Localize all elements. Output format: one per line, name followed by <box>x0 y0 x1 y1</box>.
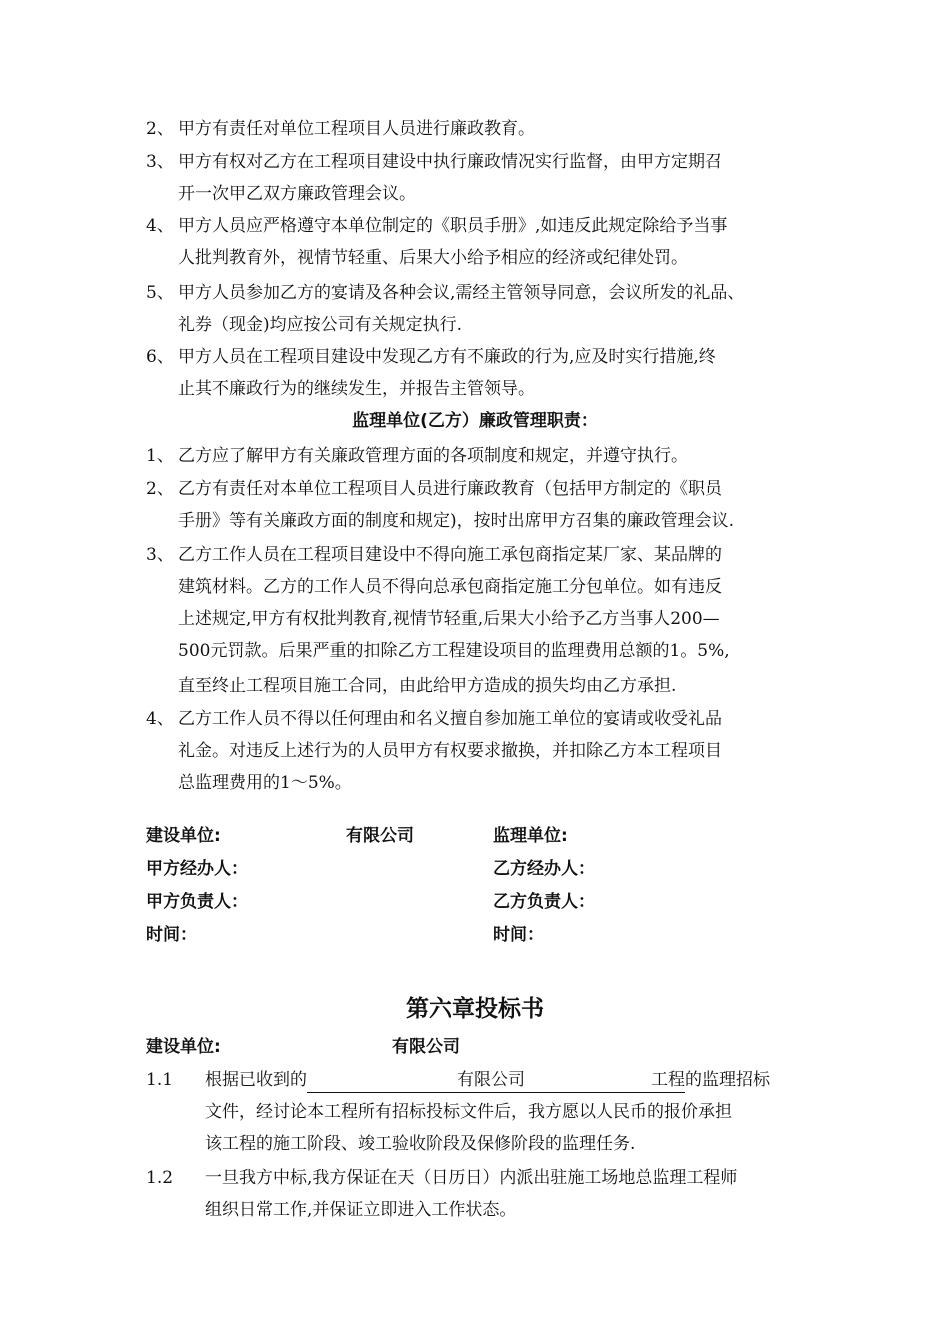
item-text: 甲方有权对乙方在工程项目建设中执行廉政情况实行监督，由甲方定期召 <box>178 152 722 172</box>
bid-unit-label: 建设单位: <box>146 1037 221 1057</box>
sign-label-party-a-principal: 甲方负责人： <box>146 892 248 912</box>
bid-text-pre: 根据已收到的 <box>205 1070 307 1090</box>
item-number: 3、 <box>146 152 174 172</box>
item-text: 乙方工作人员不得以任何理由和名义擅自参加施工单位的宴请或收受礼品 <box>178 709 722 729</box>
item-text: 止其不廉政行为的继续发生，并报告主管领导。 <box>178 379 535 399</box>
sign-label-party-a-handler: 甲方经办人： <box>146 859 248 879</box>
item-text: 手册》等有关廉政方面的制度和规定)，按时出席甲方召集的廉政管理会议. <box>178 511 735 531</box>
bid-company-name: 有限公司 <box>457 1070 525 1090</box>
sign-label-date-b: 时间： <box>493 925 544 945</box>
item-text: 乙方工作人员在工程项目建设中不得向施工承包商指定某厂家、某品牌的 <box>178 545 722 565</box>
item-text: 乙方有责任对本单位工程项目人员进行廉政教育（包括甲方制定的《职员 <box>178 479 722 499</box>
item-text: 甲方人员参加乙方的宴请及各种会议,需经主管领导同意，会议所发的礼品、 <box>178 283 745 303</box>
item-number: 4、 <box>146 216 174 236</box>
item-text: 人批判教育外，视情节轻重、后果大小给予相应的经济或纪律处罚。 <box>178 248 688 268</box>
item-text: 组织日常工作,并保证立即进入工作状态。 <box>205 1200 517 1220</box>
bid-text-post: 的监理招标 <box>685 1070 770 1090</box>
item-text: 一旦我方中标,我方保证在天（日历日）内派出驻施工场地总监理工程师 <box>205 1168 738 1188</box>
item-text: 甲方人员应严格遵守本单位制定的《职员手册》,如违反此规定除给予当事 <box>178 216 728 236</box>
chapter-title: 第六章投标书 <box>406 996 544 1022</box>
item-text: 总监理费用的1～5%。 <box>178 773 352 793</box>
sign-label-party-b-principal: 乙方负责人： <box>493 892 595 912</box>
item-text: 上述规定,甲方有权批判教育,视情节轻重,后果大小给予乙方当事人200— <box>178 609 720 629</box>
item-text: 甲方人员在工程项目建设中发现乙方有不廉政的行为,应及时实行措施,终 <box>178 347 716 367</box>
item-text <box>205 1068 770 1093</box>
item-text: 直至终止工程项目施工合同，由此给甲方造成的损失均由乙方承担. <box>178 676 677 696</box>
item-text: 建筑材料。乙方的工作人员不得向总承包商指定施工分包单位。如有违反 <box>178 577 722 597</box>
section-title: 监理单位(乙方）廉政管理职责： <box>352 411 598 431</box>
item-text: 该工程的施工阶段、竣工验收阶段及保修阶段的监理任务. <box>205 1134 636 1154</box>
sign-label-date-a: 时间： <box>146 925 197 945</box>
item-number: 1.2 <box>146 1168 174 1188</box>
item-text: 乙方应了解甲方有关廉政管理方面的各项制度和规定，并遵守执行。 <box>178 446 688 466</box>
sign-label-supervision-unit: 监理单位: <box>493 826 568 846</box>
item-text: 礼金。对违反上述行为的人员甲方有权要求撤换，并扣除乙方本工程项目 <box>178 741 722 761</box>
item-number: 4、 <box>146 709 174 729</box>
item-number: 1.1 <box>146 1070 174 1090</box>
item-number: 1、 <box>146 446 174 466</box>
sign-company-suffix: 有限公司 <box>346 826 414 846</box>
item-number: 6、 <box>146 347 174 367</box>
item-number: 2、 <box>146 479 174 499</box>
bid-project-word: 工程 <box>651 1070 685 1090</box>
item-text: 500元罚款。后果严重的扣除乙方工程建设项目的监理费用总额的1。5%, <box>178 641 730 661</box>
item-text: 礼券（现金)均应按公司有关规定执行. <box>178 315 463 335</box>
item-text: 文件，经讨论本工程所有招标投标文件后，我方愿以人民币的报价承担 <box>205 1102 732 1122</box>
bid-company-underlined <box>457 1068 685 1093</box>
blank-underline <box>307 1072 457 1093</box>
item-text: 开一次甲乙双方廉政管理会议。 <box>178 184 416 204</box>
sign-label-construction-unit: 建设单位: <box>146 826 221 846</box>
item-number: 5、 <box>146 283 174 303</box>
item-number: 3、 <box>146 545 174 565</box>
sign-label-party-b-handler: 乙方经办人： <box>493 859 595 879</box>
item-number: 2、 <box>146 119 174 139</box>
bid-unit-value: 有限公司 <box>392 1037 460 1057</box>
item-text: 甲方有责任对单位工程项目人员进行廉政教育。 <box>178 119 535 139</box>
